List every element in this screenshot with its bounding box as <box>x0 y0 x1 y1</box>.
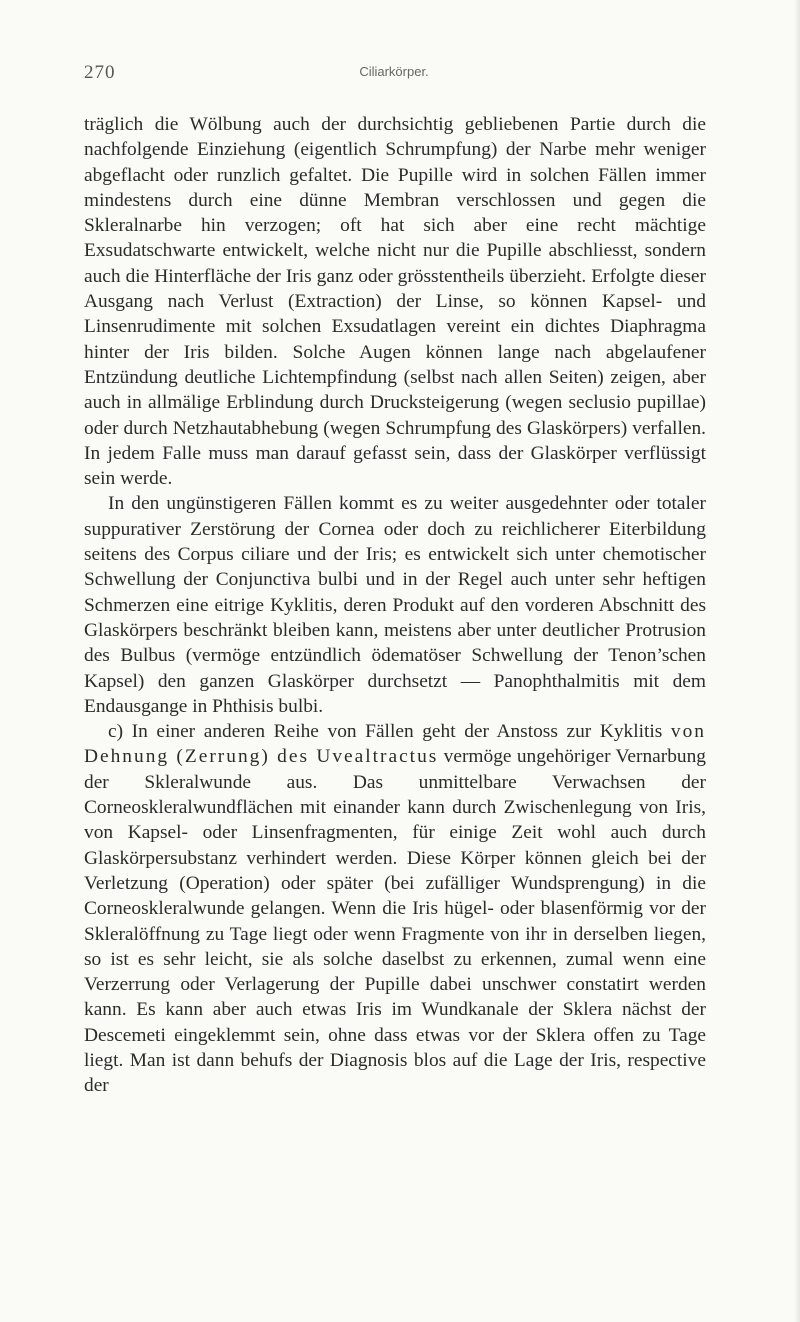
paragraph-section-c <box>84 719 706 1098</box>
running-head: Ciliarkörper. <box>359 64 429 79</box>
emphasized-phrase: von Dehnung (Zerrung) des Uvealtractus <box>84 721 706 768</box>
page-header <box>84 62 704 86</box>
paragraph: In den ungünstigeren Fällen kommt es zu weiter ausgedehnter oder totaler suppurativer Zerstörung der Cornea oder doch zu reichlicherer Eiterbildung seitens des Corpus ciliare und der Iris; es entwickelt sich unter chemotischer Schwellung der Conjunctiva bulbi und in der Regel auch unter sehr heftigen Schmerzen eine eitrige Kyklitis, deren Produkt auf den vorderen Abschnitt des Glaskörpers beschränkt bleiben kann, meistens aber unter deutlicher Protrusion des Bulbus (vermöge entzündlich ödematöser Schwellung der Tenon’schen Kapsel) den ganzen Glaskörper durchsetzt — Panophthalmitis mit dem Endausgange in Phthisis bulbi. <box>84 493 706 717</box>
paragraph-rest: vermöge ungehöriger Vernarbung der Skleralwunde aus. Das unmittelbare Verwachsen der Corneoskleralwundflächen mit einander kann durch Zwischenlegung von Iris, von Kapsel- oder Linsenfragmenten, für einige Zeit wohl auch durch Glaskörpersubstanz verhindert werden. Diese Körper können gleich bei der Verletzung (Operation) oder später (bei zufälliger Wundsprengung) in die Corneoskleralwunde gelangen. Wenn die Iris hügel- oder blasenförmig vor der Skleralöffnung zu Tage liegt oder wenn Fragmente von ihr in derselben liegen, so ist es sehr leicht, sie als solche daselbst zu erkennen, zumal wenn eine Verzerrung oder Verlagerung der Pupille dabei unschwer constatirt werden kann. Es kann aber auch etwas Iris im Wundkanale der Sklera nächst der Descemeti eingeklemmt sein, ohne dass etwas vor der Sklera offen zu Tage liegt. Man ist dann behufs der Diagnosis blos auf die Lage der Iris, respective der <box>84 746 706 1097</box>
page-edge-shadow <box>794 0 800 1322</box>
body-text <box>84 112 706 1099</box>
paragraph-lead: c) In einer anderen Reihe von Fällen geht der Anstoss zur Kyklitis <box>108 721 671 743</box>
page-number: 270 <box>84 62 116 83</box>
paragraph-continuation: träglich die Wölbung auch der durchsichtig gebliebenen Partie durch die nachfolgende Einziehung (eigentlich Schrumpfung) der Narbe mehr weniger abgeflacht oder runzlich gefaltet. Die Pupille wird in solchen Fällen immer mindestens durch eine dünne Membran verschlossen und gegen die Skleralnarbe hin verzogen; oft hat sich aber eine recht mächtige Exsudatschwarte entwickelt, welche nicht nur die Pupille abschliesst, sondern auch die Hinterfläche der Iris ganz oder grösstentheils überzieht. Erfolgte dieser Ausgang nach Verlust (Extraction) der Linse, so können Kapsel- und Linsenrudimente mit solchen Exsudatlagen vereint ein dichtes Diaphragma hinter der Iris bilden. Solche Augen können lange nach abgelaufener Entzündung deutliche Lichtempfindung (selbst nach allen Seiten) zeigen, aber auch in allmälige Erblindung durch Drucksteigerung (wegen seclusio pupillae) oder durch Netzhautabhebung (wegen Schrumpfung des Glaskörpers) verfallen. In jedem Falle muss man darauf gefasst sein, dass der Glaskörper verflüssigt sein werde. <box>84 114 706 490</box>
